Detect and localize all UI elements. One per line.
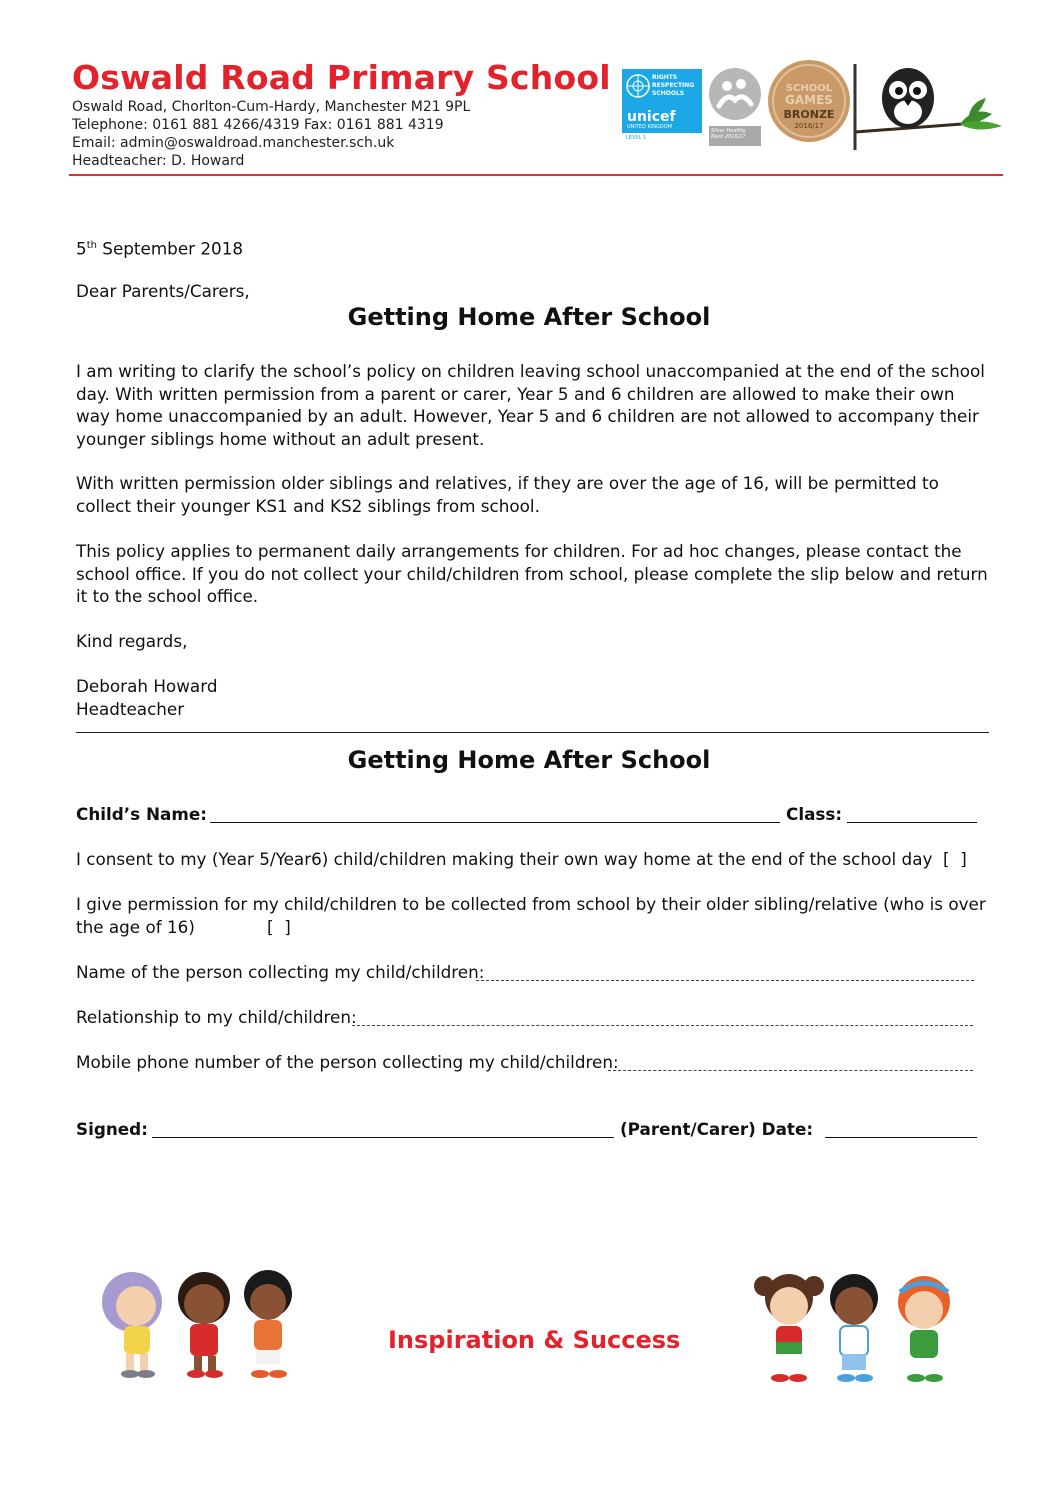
child-name-label: Child’s Name: (76, 804, 207, 824)
letter-date (76, 235, 243, 260)
closing: Kind regards, (76, 631, 188, 651)
rrs-text-line: RESPECTING (652, 82, 695, 89)
slip-title: Getting Home After School (347, 746, 711, 774)
date-day: 5 (76, 238, 87, 259)
footer-tagline: Inspiration & Success (388, 1326, 681, 1354)
permission-checkbox[interactable]: [ ] (267, 917, 291, 937)
date-field[interactable] (825, 1137, 977, 1138)
date-suffix: th (86, 240, 97, 251)
school-telephone: Telephone: 0161 881 4266/4319 Fax: 0161 881 4319 (72, 117, 444, 133)
school-games-year: 2016/17 (794, 122, 824, 130)
paragraph-policy: I am writing to clarify the school’s policy on children leaving school unaccompanied at the end of the school day. With written permission from a parent or carer, Year 5 and 6 children are allowed to make their own way home unaccompanied by an adult. However, Year 5 and 6 children are not allowed to accompany their younger siblings home without an adult present. (76, 361, 985, 449)
children-illustration-right (748, 1268, 962, 1388)
mobile-field[interactable] (608, 1070, 973, 1071)
unicef-wordmark: unicef (627, 109, 676, 125)
salutation: Dear Parents/Carers, (76, 281, 250, 301)
relationship-label: Relationship to my child/children: (76, 1007, 357, 1027)
owl-branch-icon (852, 62, 1008, 154)
school-games-mid: GAMES (785, 93, 833, 107)
class-label: Class: (786, 804, 843, 824)
collector-name-field[interactable] (476, 980, 974, 981)
paragraph-siblings: With written permission older siblings and relatives, if they are over the age of 16, will be permitted to collect their younger KS1 and KS2 siblings from school. (76, 473, 939, 516)
signatory-role: Headteacher (76, 699, 185, 719)
globe-icon (625, 73, 651, 99)
children-illustration-left (96, 1264, 310, 1384)
class-field[interactable] (847, 822, 977, 823)
consent-text: I consent to my (Year 5/Year6) child/children making their own way home at the end of the school day (76, 849, 933, 869)
school-email: Email: admin@oswaldroad.manchester.sch.uk (72, 135, 395, 151)
signatory-name: Deborah Howard (76, 676, 218, 696)
mobile-label: Mobile phone number of the person collecting my child/children: (76, 1052, 619, 1072)
date-rest: September 2018 (96, 238, 244, 259)
school-games-level: BRONZE (783, 108, 835, 121)
school-name: Oswald Road Primary School (72, 58, 611, 97)
rrs-text-line: RIGHTS (652, 74, 678, 81)
paragraph-arrangements: This policy applies to permanent daily arrangements for children. For ad hoc changes, please contact the school office. If you do not collect your child/children from school, please complete the slip below and return it to the school office. (76, 541, 988, 607)
consent-checkbox[interactable]: [ ] (943, 849, 967, 869)
relationship-field[interactable] (352, 1025, 973, 1026)
collector-name-label: Name of the person collecting my child/children: (76, 962, 485, 982)
rrs-text-line: SCHOOLS (652, 90, 685, 97)
healthy-schools-caption: Silver Healthy Mark 2016/17 (711, 128, 747, 140)
unicef-level: LEVEL 1 (626, 135, 647, 141)
child-name-field[interactable] (210, 822, 780, 823)
school-headteacher: Headteacher: D. Howard (72, 153, 245, 169)
tear-off-divider (76, 732, 989, 733)
letter-title: Getting Home After School (347, 303, 711, 331)
parent-date-label: (Parent/Carer) Date: (620, 1119, 814, 1139)
school-games-top: SCHOOL (785, 83, 833, 94)
unicef-subtitle: UNITED KINGDOM (627, 124, 672, 130)
permission-text-line2: the age of 16) (76, 917, 195, 937)
header-divider (69, 174, 1003, 176)
signature-field[interactable] (152, 1137, 614, 1138)
unicef-rrs-logo (622, 69, 702, 133)
signed-label: Signed: (76, 1119, 148, 1139)
school-address: Oswald Road, Chorlton-Cum-Hardy, Manchester M21 9PL (72, 99, 471, 115)
permission-text-line1: I give permission for my child/children to be collected from school by their older sibling/relative (who is over (76, 894, 986, 914)
